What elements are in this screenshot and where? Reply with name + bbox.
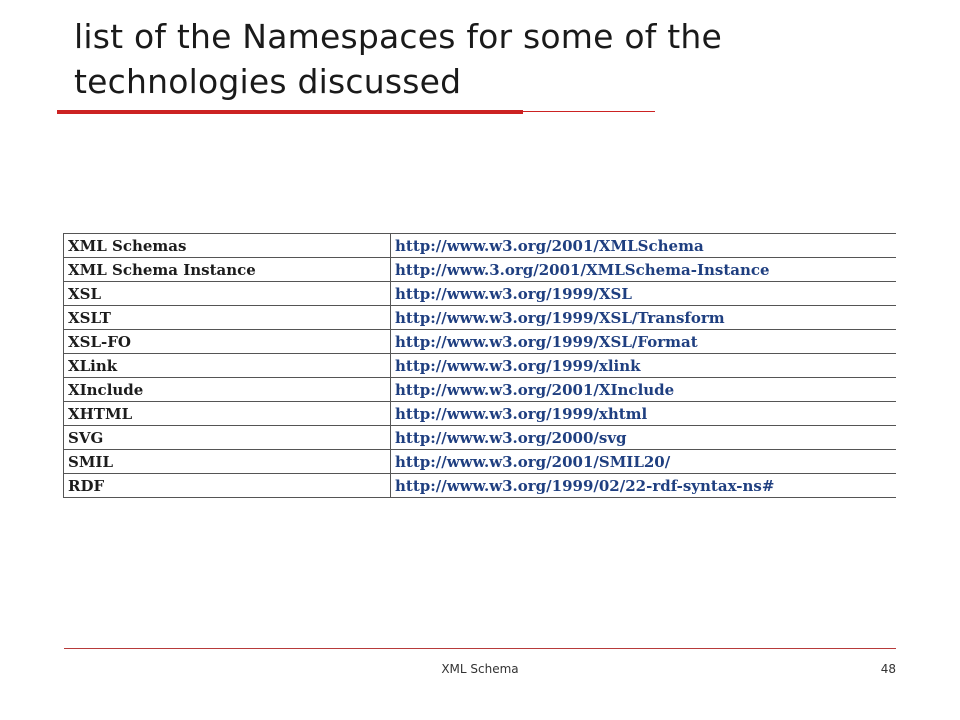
- table-row: [64, 354, 897, 378]
- namespace-table-container: [63, 233, 896, 525]
- technology-cell: SVG: [64, 426, 391, 450]
- namespace-uri-cell: http://www.w3.org/1999/XSL/Transform: [391, 306, 897, 330]
- table-row: [64, 450, 897, 474]
- slide-title-line-2: technologies discussed: [74, 62, 462, 101]
- table-row: [64, 306, 897, 330]
- title-underline-thin: [523, 111, 655, 112]
- technology-cell: XML Schemas: [64, 234, 391, 258]
- technology-cell: XML Schema Instance: [64, 258, 391, 282]
- namespace-uri-cell: http://www.w3.org/2000/svg: [391, 426, 897, 450]
- slide-title: [74, 14, 874, 104]
- namespace-uri-cell: http://www.w3.org/2001/XMLSchema: [391, 234, 897, 258]
- technology-cell: XHTML: [64, 402, 391, 426]
- slide-title-line-1: list of the Namespaces for some of the: [74, 17, 722, 56]
- table-row: [64, 402, 897, 426]
- namespace-uri-cell: http://www.w3.org/2001/SMIL20/: [391, 450, 897, 474]
- technology-cell: XLink: [64, 354, 391, 378]
- namespace-table: [63, 233, 896, 498]
- namespace-uri-cell: http://www.w3.org/2001/XInclude: [391, 378, 897, 402]
- namespace-uri-cell: http://www.w3.org/1999/xhtml: [391, 402, 897, 426]
- table-row: [64, 474, 897, 498]
- technology-cell: XSLT: [64, 306, 391, 330]
- footer-label: XML Schema: [441, 662, 519, 676]
- technology-cell: XSL: [64, 282, 391, 306]
- table-row: [64, 378, 897, 402]
- namespace-uri-cell: http://www.w3.org/1999/02/22-rdf-syntax-ns#: [391, 474, 897, 498]
- title-underline-accent: [57, 110, 523, 114]
- namespace-uri-cell: http://www.w3.org/1999/XSL/Format: [391, 330, 897, 354]
- technology-cell: XInclude: [64, 378, 391, 402]
- namespace-uri-cell: http://www.w3.org/1999/XSL: [391, 282, 897, 306]
- technology-cell: XSL-FO: [64, 330, 391, 354]
- technology-cell: RDF: [64, 474, 391, 498]
- technology-cell: SMIL: [64, 450, 391, 474]
- page-number: 48: [880, 662, 896, 676]
- namespace-uri-cell: http://www.w3.org/1999/xlink: [391, 354, 897, 378]
- table-row: [64, 426, 897, 450]
- table-row: [64, 330, 897, 354]
- namespace-uri-cell: http://www.3.org/2001/XMLSchema-Instance: [391, 258, 897, 282]
- table-row: [64, 234, 897, 258]
- table-row: [64, 258, 897, 282]
- footer-divider: [64, 648, 896, 649]
- table-row: [64, 282, 897, 306]
